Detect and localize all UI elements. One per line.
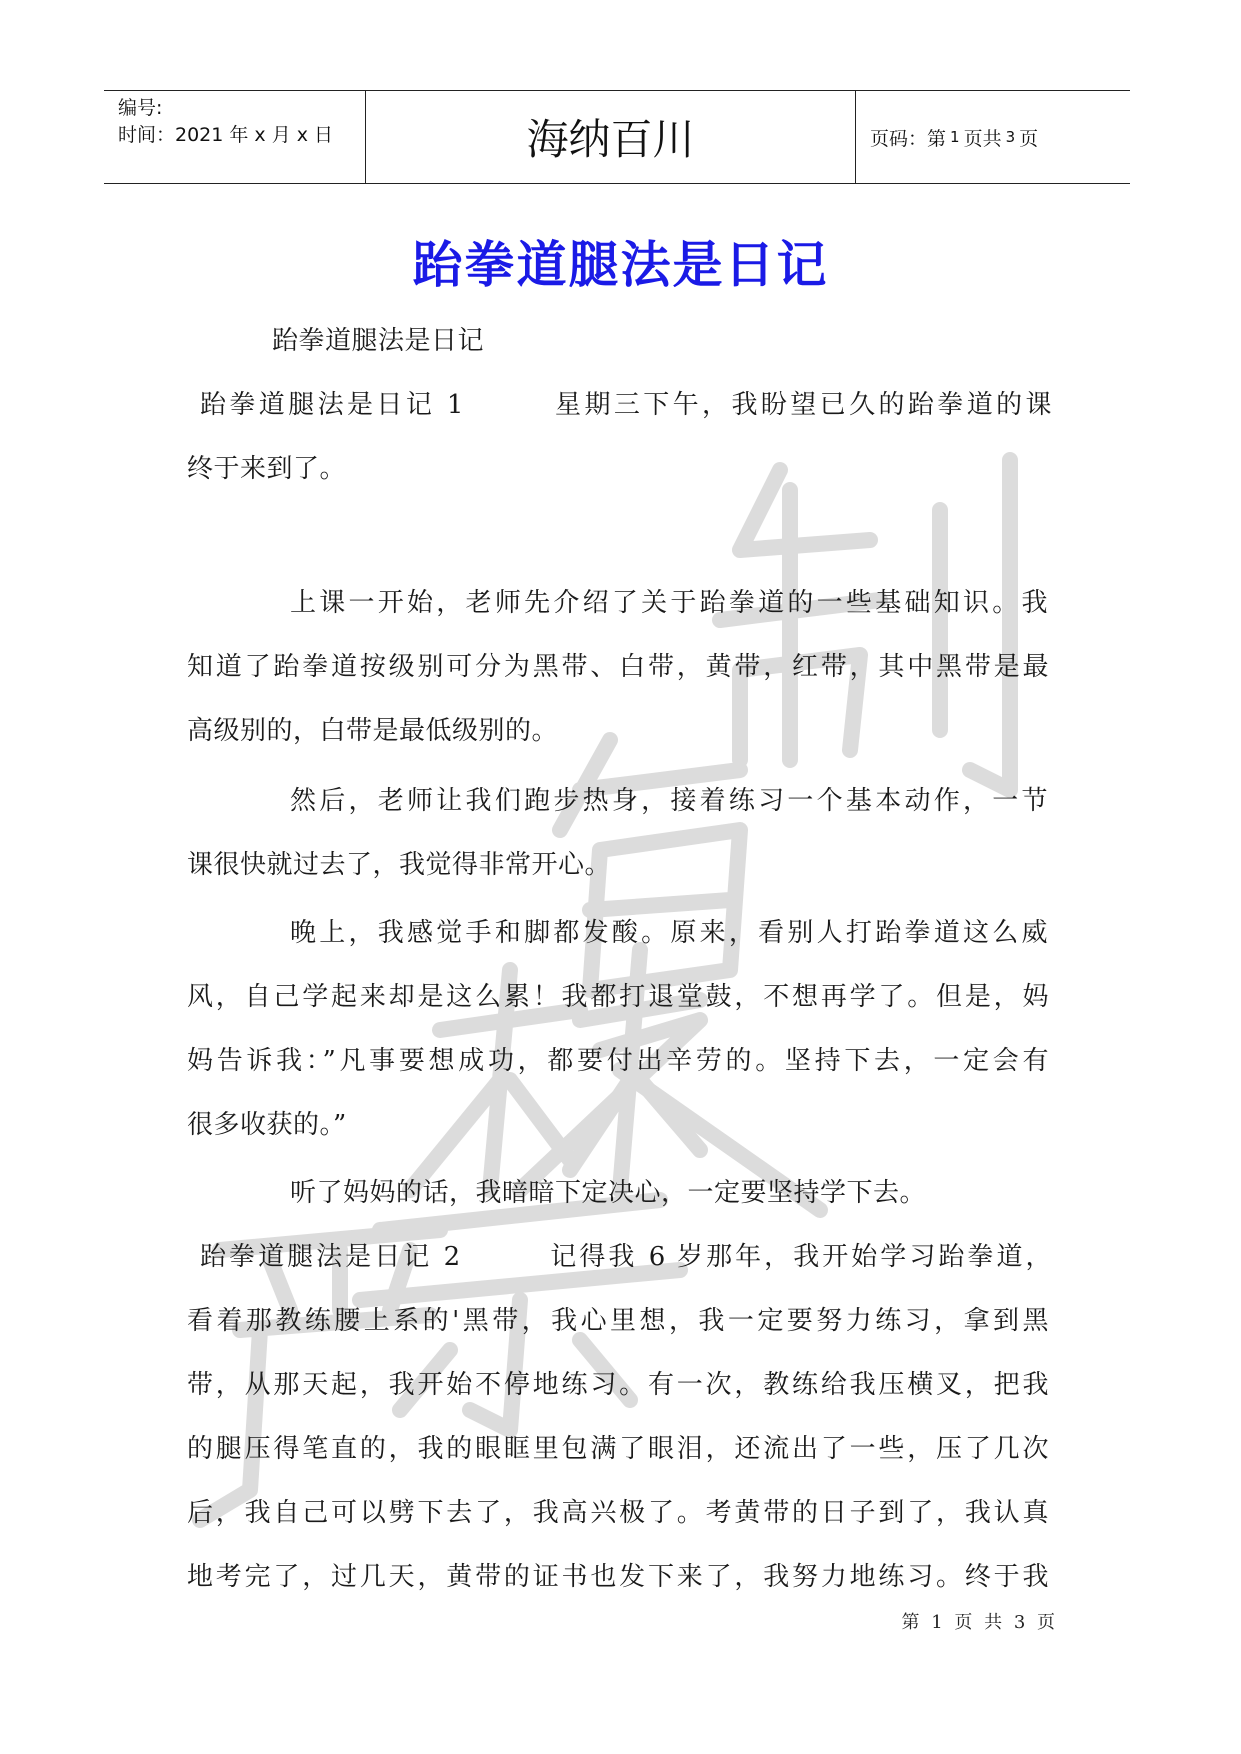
- body-line: 听了妈妈的话，我暗暗下定决心，一定要坚持学下去。: [290, 1178, 927, 1208]
- body-line: 带，从那天起，我开始不停地练习。有一次，教练给我压横叉，把我: [187, 1370, 1049, 1400]
- page-footer: 第 1 页 共 3 页: [901, 1612, 1055, 1633]
- page-label-suffix: 页: [1019, 127, 1039, 150]
- document-number-label: 编号:: [118, 97, 163, 119]
- body-line: 看着那教练腰上系的'黑带，我心里想，我一定要努力练习，拿到黑: [187, 1306, 1049, 1336]
- body-line: 知道了跆拳道按级别可分为黑带、白带，黄带，红带，其中黑带是最: [187, 652, 1049, 682]
- header-meta: [104, 91, 366, 183]
- header-brand: 海纳百川: [366, 91, 856, 183]
- body-line: 的腿压得笔直的，我的眼眶里包满了眼泪，还流出了一些，压了几次: [187, 1434, 1049, 1464]
- body-line: 跆拳道腿法是日记 1 星期三下午，我盼望已久的跆拳道的课: [200, 390, 1052, 420]
- document-time-label: 时间：2021 年 x 月 x 日: [118, 124, 334, 146]
- body-line: 后，我自己可以劈下去了，我高兴极了。考黄带的日子到了，我认真: [187, 1498, 1049, 1528]
- body-line: 上课一开始，老师先介绍了关于跆拳道的一些基础知识。我: [290, 588, 1048, 618]
- body-line: 课很快就过去了，我觉得非常开心。: [187, 850, 612, 880]
- page-label-prefix: 页码：第: [870, 127, 947, 150]
- document-title: 跆拳道腿法是日记: [412, 235, 829, 294]
- body-line: 晚上，我感觉手和脚都发酸。原来，看别人打跆拳道这么威: [290, 918, 1048, 948]
- body-line: 跆拳道腿法是日记 2 记得我 6 岁那年，我开始学习跆拳道，: [200, 1242, 1052, 1272]
- body-line: 然后，老师让我们跑步热身，接着练习一个基本动作，一节: [290, 786, 1048, 816]
- page-current: 1: [950, 128, 960, 146]
- body-line: 终于来到了。: [187, 454, 347, 484]
- header-page-info: [856, 91, 1130, 183]
- page-total: 3: [1005, 128, 1016, 146]
- body-line: 风，自己学起来却是这么累！我都打退堂鼓，不想再学了。但是，妈: [187, 982, 1049, 1012]
- body-line: 很多收获的。”: [187, 1110, 347, 1140]
- body-line: 地考完了，过几天，黄带的证书也发下来了，我努力地练习。终于我: [187, 1562, 1049, 1592]
- page-label-middle: 页共: [963, 127, 1002, 150]
- document-header: [104, 90, 1130, 184]
- body-line: 跆拳道腿法是日记: [272, 326, 485, 356]
- body-line: 高级别的，白带是最低级别的。: [187, 716, 559, 746]
- body-line: 妈告诉我：”凡事要想成功，都要付出辛劳的。坚持下去，一定会有: [187, 1046, 1049, 1076]
